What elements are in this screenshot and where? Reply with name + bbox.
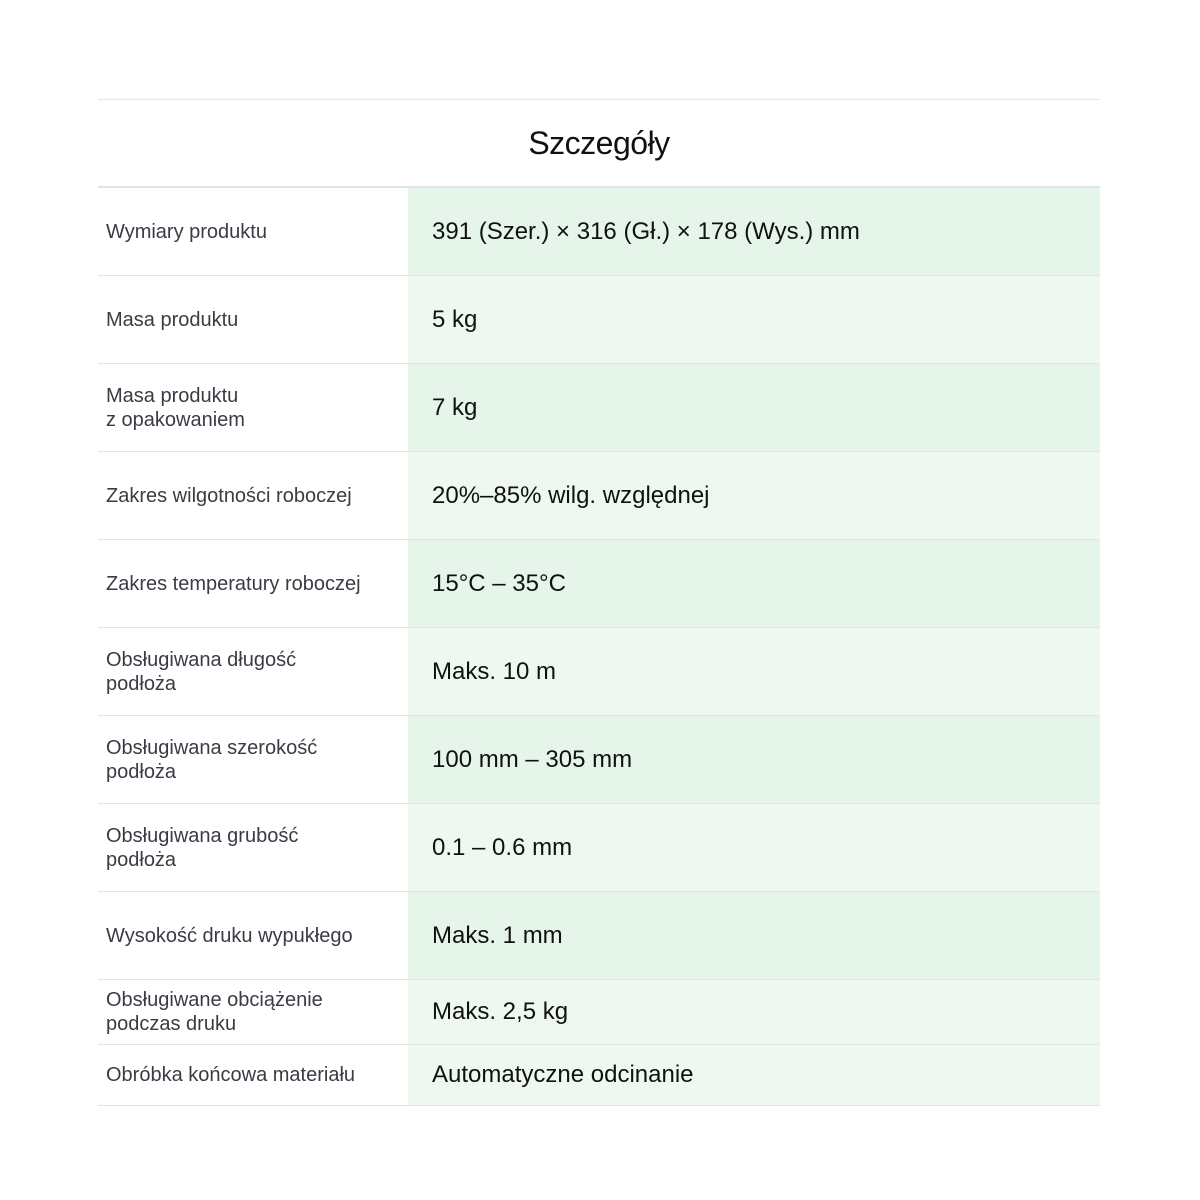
table-row [98,628,1100,716]
specs-table [98,99,1100,1106]
row-label-dimensions: Wymiary produktu [98,188,408,275]
row-value-humidity: 20%–85% wilg. względnej [408,452,1100,539]
row-value-dimensions: 391 (Szer.) × 316 (Gł.) × 178 (Wys.) mm [408,188,1100,275]
row-label-media-thickness: Obsługiwana grubość podłoża [98,804,408,891]
row-label-temperature: Zakres temperatury roboczej [98,540,408,627]
table-row [98,892,1100,980]
table-row [98,452,1100,540]
row-value-weight: 5 kg [408,276,1100,363]
row-label-weight: Masa produktu [98,276,408,363]
row-label-print-load: Obsługiwane obciążenie podczas druku [98,980,408,1044]
row-label-post-processing: Obróbka końcowa materiału [98,1045,408,1105]
table-row [98,716,1100,804]
table-row [98,364,1100,452]
table-row [98,188,1100,276]
row-value-relief-height: Maks. 1 mm [408,892,1100,979]
row-label-humidity: Zakres wilgotności roboczej [98,452,408,539]
table-row [98,804,1100,892]
row-value-print-load: Maks. 2,5 kg [408,980,1100,1044]
row-label-media-width: Obsługiwana szerokość podłoża [98,716,408,803]
table-row [98,1045,1100,1106]
row-value-packaged-weight: 7 kg [408,364,1100,451]
row-value-media-length: Maks. 10 m [408,628,1100,715]
row-value-media-width: 100 mm – 305 mm [408,716,1100,803]
row-label-relief-height: Wysokość druku wypukłego [98,892,408,979]
table-row [98,540,1100,628]
row-value-temperature: 15°C – 35°C [408,540,1100,627]
row-value-post-processing: Automatyczne odcinanie [408,1045,1100,1105]
table-row [98,980,1100,1045]
page-title: Szczegóły [98,100,1100,188]
table-row [98,276,1100,364]
row-label-media-length: Obsługiwana długość podłoża [98,628,408,715]
row-label-packaged-weight: Masa produktu z opakowaniem [98,364,408,451]
row-value-media-thickness: 0.1 – 0.6 mm [408,804,1100,891]
